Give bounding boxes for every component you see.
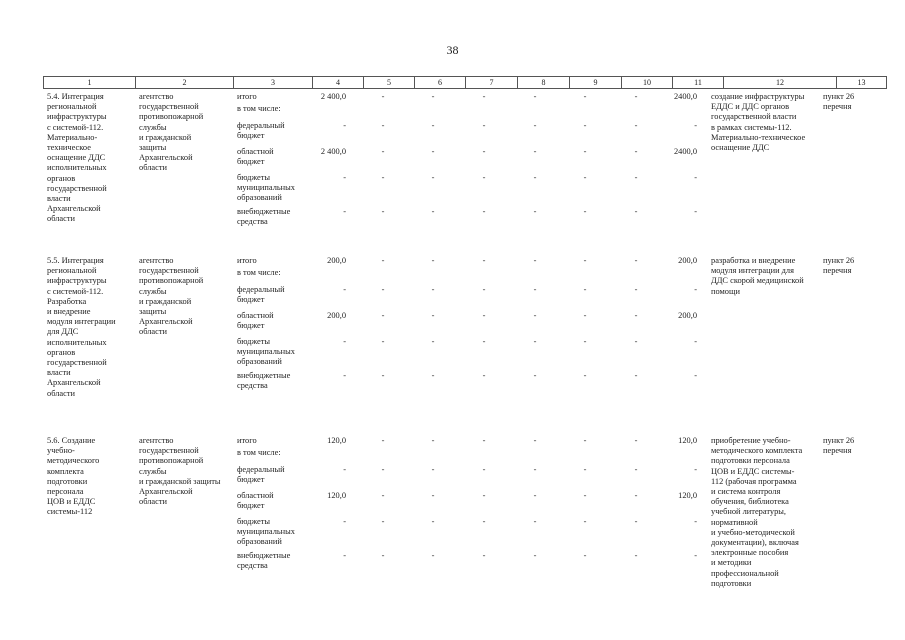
row-1-col10-0: - [634,92,638,101]
row-2-col9-2: - [583,285,587,294]
row-1-col6-3: - [431,147,435,156]
row-2-col6-2: - [431,285,435,294]
row-1-expected-result: создание инфраструктуры ЕДДС и ДДС органов государственной власти в рамках системы-112. Материально-техническое оснащение ДДС [711,92,806,153]
row-1-col9-5: - [583,207,587,216]
row-2-activity-name: 5.5. Интеграция региональной инфраструктуры с системой-112. Разработка и внедрение модуля интеграции для ДДС исполнительных органов государственной власти Архангельской области [47,256,116,398]
row-1-col6-0: - [431,92,435,101]
row-1-source-5: внебюджетные средства [237,207,291,227]
row-1-col7-2: - [482,121,486,130]
row-1-col11-5: - [694,207,697,216]
row-2-col9-3: - [583,311,587,320]
header-col-10: 10 [622,77,673,89]
row-3-source-0: итого [237,436,257,445]
row-1-col8-3: - [533,147,537,156]
row-1-col5-3: - [381,147,385,156]
header-col-8: 8 [518,77,570,89]
row-1-source-4: бюджеты муниципальных образований [237,173,295,203]
row-2-col4-4: - [343,337,346,346]
header-col-1: 1 [44,77,136,89]
row-3-col8-3: - [533,491,537,500]
row-3-col11-5: - [694,551,697,560]
row-2-col7-3: - [482,311,486,320]
row-2-col9-5: - [583,371,587,380]
row-1-source-1: в том числе: [237,104,281,113]
row-2-col8-4: - [533,337,537,346]
row-3-col5-2: - [381,465,385,474]
row-3-source-3: областной бюджет [237,491,274,511]
row-1-activity-name: 5.4. Интеграция региональной инфраструктуры с системой-112. Материально- техническое оснащение ДДС исполнительных органов государственной власти Архангельской области [47,92,107,224]
row-3-source-5: внебюджетные средства [237,551,291,571]
row-3-col5-0: - [381,436,385,445]
row-3-col7-0: - [482,436,486,445]
row-3-col7-2: - [482,465,486,474]
row-2-col4-0: 200,0 [327,256,346,265]
row-2-col11-0: 200,0 [678,256,697,265]
row-1-col4-3: 2 400,0 [320,147,346,156]
row-3-col11-3: 120,0 [678,491,697,500]
row-3-col9-4: - [583,517,587,526]
row-1-col8-4: - [533,173,537,182]
row-2-col7-2: - [482,285,486,294]
header-col-4: 4 [313,77,364,89]
row-2-col4-5: - [343,371,346,380]
row-3-col6-0: - [431,436,435,445]
row-2-col10-2: - [634,285,638,294]
row-1-col4-0: 2 400,0 [320,92,346,101]
row-3-col6-4: - [431,517,435,526]
row-3-col4-4: - [343,517,346,526]
row-2-col6-3: - [431,311,435,320]
row-3-col7-5: - [482,551,486,560]
row-3-col4-5: - [343,551,346,560]
row-3-col8-4: - [533,517,537,526]
header-col-3: 3 [234,77,313,89]
header-col-6: 6 [415,77,466,89]
row-1-col11-4: - [694,173,697,182]
row-2-executor: агентство государственной противопожарной службы и гражданской защиты Архангельской области [139,256,204,337]
row-1-col6-4: - [431,173,435,182]
row-2-col11-5: - [694,371,697,380]
row-2-source-1: в том числе: [237,268,281,277]
row-3-source-4: бюджеты муниципальных образований [237,517,295,547]
row-3-col4-3: 120,0 [327,491,346,500]
row-1-col9-4: - [583,173,587,182]
row-3-col11-2: - [694,465,697,474]
row-2-col11-3: 200,0 [678,311,697,320]
row-1-col8-0: - [533,92,537,101]
row-3-col8-2: - [533,465,537,474]
row-3-source-2: федеральный бюджет [237,465,285,485]
row-1-col10-3: - [634,147,638,156]
row-3-col10-3: - [634,491,638,500]
row-1-col6-5: - [431,207,435,216]
row-1-col7-0: - [482,92,486,101]
row-2-source-5: внебюджетные средства [237,371,291,391]
row-1-col10-4: - [634,173,638,182]
row-3-col10-5: - [634,551,638,560]
row-2-col11-2: - [694,285,697,294]
row-1-col6-2: - [431,121,435,130]
row-2-col10-5: - [634,371,638,380]
row-2-source-0: итого [237,256,257,265]
header-col-11: 11 [673,77,724,89]
row-1-col10-5: - [634,207,638,216]
row-3-col4-0: 120,0 [327,436,346,445]
row-2-col7-0: - [482,256,486,265]
row-3-col8-0: - [533,436,537,445]
row-3-col4-2: - [343,465,346,474]
row-2-col5-0: - [381,256,385,265]
row-2-col8-0: - [533,256,537,265]
row-2-col8-3: - [533,311,537,320]
row-3-col8-5: - [533,551,537,560]
row-1-col8-5: - [533,207,537,216]
row-3-source-1: в том числе: [237,448,281,457]
row-3-col5-3: - [381,491,385,500]
row-3-executor: агентство государственной противопожарной службы и гражданской защиты Архангельской области [139,436,221,507]
row-3-col6-3: - [431,491,435,500]
row-1-col10-2: - [634,121,638,130]
row-2-col9-0: - [583,256,587,265]
row-2-col6-0: - [431,256,435,265]
row-2-col10-4: - [634,337,638,346]
row-2-col5-4: - [381,337,385,346]
row-2-col7-4: - [482,337,486,346]
row-1-col5-4: - [381,173,385,182]
row-2-col8-5: - [533,371,537,380]
row-3-col6-5: - [431,551,435,560]
row-2-col4-3: 200,0 [327,311,346,320]
row-1-col5-5: - [381,207,385,216]
row-1-col4-2: - [343,121,346,130]
row-2-col7-5: - [482,371,486,380]
row-2-expected-result: разработка и внедрение модуля интеграции для ДДС скорой медицинской помощи [711,256,804,296]
row-1-col5-0: - [381,92,385,101]
row-3-col7-3: - [482,491,486,500]
row-1-col4-5: - [343,207,346,216]
row-1-col11-2: - [694,121,697,130]
row-1-col11-0: 2400,0 [673,92,697,101]
header-col-13: 13 [837,77,887,89]
header-col-12: 12 [724,77,837,89]
header-col-5: 5 [364,77,415,89]
row-1-col9-0: - [583,92,587,101]
row-1-col7-5: - [482,207,486,216]
row-3-col7-4: - [482,517,486,526]
row-3-col11-4: - [694,517,697,526]
row-2-source-2: федеральный бюджет [237,285,285,305]
row-1-col7-4: - [482,173,486,182]
row-2-source-4: бюджеты муниципальных образований [237,337,295,367]
row-3-col9-0: - [583,436,587,445]
row-1-source-0: итого [237,92,257,101]
header-col-2: 2 [136,77,234,89]
column-number-header [43,76,887,89]
row-1-col11-3: 2400,0 [673,147,697,156]
row-3-col9-3: - [583,491,587,500]
row-3-col10-4: - [634,517,638,526]
row-1-source-3: областной бюджет [237,147,274,167]
row-2-reference: пункт 26 перечня [823,256,855,276]
row-2-col9-4: - [583,337,587,346]
row-1-col8-2: - [533,121,537,130]
row-2-col10-0: - [634,256,638,265]
row-1-col7-3: - [482,147,486,156]
row-1-col9-3: - [583,147,587,156]
page-number: 38 [446,43,459,57]
row-2-col5-5: - [381,371,385,380]
row-1-source-2: федеральный бюджет [237,121,285,141]
row-2-col6-4: - [431,337,435,346]
row-3-activity-name: 5.6. Создание учебно- методического комплекта подготовки персонала ЦОВ и ЕДДС системы-112 [47,436,100,517]
row-1-reference: пункт 26 перечня [823,92,855,112]
row-2-col4-2: - [343,285,346,294]
row-1-col4-4: - [343,173,346,182]
row-3-expected-result: приобретение учебно- методического комплекта подготовки персонала ЦОВ и ЕДДС системы- 112 (рабочая программа и система контроля обучения, библиотека учебной литературы, нормативной и учебно-методической документации), включая электронные пособия и методики профессиональной подготовки [711,436,803,588]
row-2-col11-4: - [694,337,697,346]
row-2-col6-5: - [431,371,435,380]
row-2-col5-2: - [381,285,385,294]
header-col-7: 7 [466,77,518,89]
row-3-col10-0: - [634,436,638,445]
row-2-col10-3: - [634,311,638,320]
row-2-source-3: областной бюджет [237,311,274,331]
row-3-col9-5: - [583,551,587,560]
row-1-col9-2: - [583,121,587,130]
row-2-col8-2: - [533,285,537,294]
row-1-executor: агентство государственной противопожарной службы и гражданской защиты Архангельской области [139,92,204,173]
row-1-col5-2: - [381,121,385,130]
header-col-9: 9 [570,77,622,89]
row-3-reference: пункт 26 перечня [823,436,855,456]
row-3-col11-0: 120,0 [678,436,697,445]
row-2-col5-3: - [381,311,385,320]
row-3-col5-4: - [381,517,385,526]
row-3-col10-2: - [634,465,638,474]
row-3-col9-2: - [583,465,587,474]
row-3-col5-5: - [381,551,385,560]
row-3-col6-2: - [431,465,435,474]
